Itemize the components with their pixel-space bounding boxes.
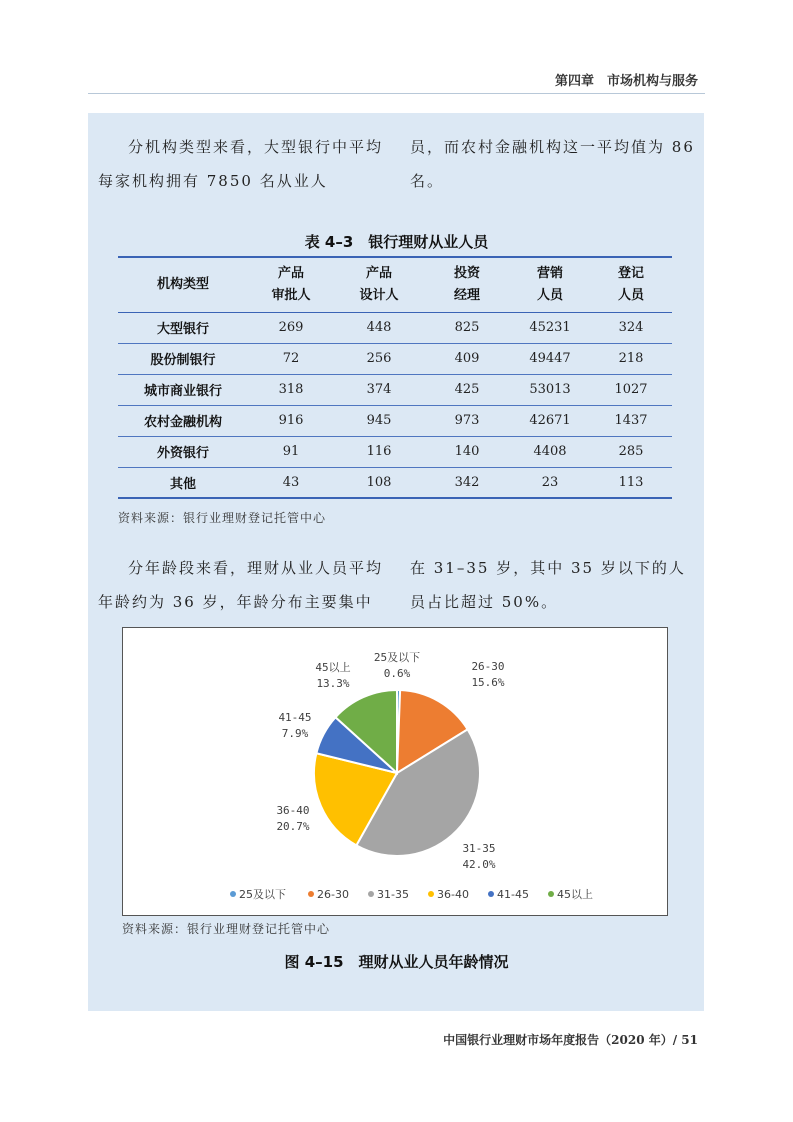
- table-header-cell: 营销 人员: [510, 257, 590, 312]
- table-cell: 916: [278, 413, 304, 428]
- table-cell: 973: [454, 413, 480, 428]
- table-cell: 113: [618, 474, 644, 490]
- table-cell: 43: [282, 474, 300, 490]
- legend-label: 36-40: [437, 888, 469, 901]
- table-row: [118, 343, 672, 374]
- table-cell: 23: [541, 474, 559, 490]
- table-cell: 45231: [529, 320, 571, 335]
- table-cell: 1027: [614, 382, 648, 397]
- legend-label: 26-30: [317, 888, 349, 901]
- table-row: [118, 374, 672, 405]
- table-title: 表 4–3 银行理财从业人员: [304, 233, 489, 251]
- table-cell: 256: [366, 351, 392, 366]
- table-row: [118, 436, 672, 467]
- table-cell: 448: [366, 320, 392, 335]
- table-cell: 72: [282, 351, 300, 366]
- table-header-cell: 登记 人员: [590, 257, 672, 312]
- paragraph-2-right: 在 31–35 岁，其中 35 岁以下的人员占比超过 50%。: [410, 559, 686, 611]
- table-header-cell: 机构类型: [118, 257, 248, 312]
- row-label: 城市商业银行: [143, 384, 222, 399]
- legend-marker: [548, 891, 554, 897]
- page-footer: 中国银行业理财市场年度报告（2020 年）/ 51: [443, 1033, 698, 1047]
- table-source-note: 资料来源：银行业理财登记托管中心: [118, 511, 327, 525]
- pie-data-label: 45以上 13.3%: [315, 661, 351, 690]
- paragraph-1-left: 分机构类型来看，大型银行中平均每家机构拥有 7850 名从业人: [98, 138, 384, 190]
- staff-table: [118, 256, 672, 499]
- table-cell: 425: [454, 382, 480, 397]
- table-cell: 42671: [529, 413, 571, 428]
- legend-marker: [308, 891, 314, 897]
- pie-data-label: 25及以下 0.6%: [373, 651, 421, 680]
- table-cell: 825: [454, 320, 480, 335]
- legend-marker: [428, 891, 434, 897]
- legend-label: 45以上: [557, 888, 593, 901]
- table-row: [118, 312, 672, 343]
- chapter-header: 第四章 市场机构与服务: [554, 74, 698, 89]
- header-divider: [88, 93, 705, 94]
- table-cell: 53013: [529, 382, 571, 397]
- table-cell: 374: [366, 382, 392, 397]
- legend-marker: [230, 891, 236, 897]
- table-row: [118, 405, 672, 436]
- table-cell: 4408: [533, 444, 567, 459]
- table-cell: 342: [454, 474, 480, 490]
- pie-data-label: 36-40 20.7%: [276, 804, 310, 833]
- row-label: 外资银行: [156, 446, 209, 461]
- table-header-cell: 产品 设计人: [334, 257, 424, 312]
- row-label: 农村金融机构: [143, 415, 222, 430]
- legend-item: [230, 888, 286, 901]
- legend-item: [308, 888, 349, 901]
- table-cell: 318: [278, 382, 304, 397]
- paragraph-1-right: 员，而农村金融机构这一平均值为 86 名。: [410, 138, 695, 190]
- figure-title: 图 4–15 理财从业人员年龄情况: [284, 953, 509, 971]
- table-header-cell: 投资 经理: [424, 257, 510, 312]
- chart-source-note: 资料来源：银行业理财登记托管中心: [122, 922, 331, 936]
- table-cell: 324: [618, 320, 644, 335]
- table-cell: 945: [366, 413, 392, 428]
- pie-data-label: 26-30 15.6%: [471, 660, 505, 689]
- age-pie-chart: [122, 627, 668, 916]
- legend-label: 41-45: [497, 888, 529, 901]
- legend-marker: [368, 891, 374, 897]
- legend-item: [488, 888, 529, 901]
- table-cell: 91: [282, 444, 300, 459]
- table-cell: 409: [454, 351, 480, 366]
- table-cell: 1437: [614, 413, 648, 428]
- row-label: 大型银行: [156, 322, 209, 337]
- legend-item: [368, 888, 409, 901]
- row-label: 其他: [169, 476, 196, 492]
- table-cell: 49447: [529, 351, 571, 366]
- row-label: 股份制银行: [150, 353, 216, 368]
- table-cell: 116: [366, 444, 392, 459]
- legend-marker: [488, 891, 494, 897]
- pie-data-label: 31-35 42.0%: [462, 842, 496, 871]
- paragraph-2-left: 分年龄段来看，理财从业人员平均年龄约为 36 岁，年龄分布主要集中: [98, 559, 384, 611]
- legend-label: 25及以下: [239, 888, 286, 901]
- table-cell: 285: [618, 444, 644, 459]
- table-cell: 140: [454, 444, 480, 459]
- table-header-cell: 产品 审批人: [248, 257, 334, 312]
- legend-item: [428, 888, 469, 901]
- table-cell: 108: [366, 474, 392, 490]
- table-header-row: [118, 257, 672, 312]
- table-cell: 269: [278, 320, 304, 335]
- pie-data-label: 41-45 7.9%: [278, 711, 312, 740]
- legend-item: [548, 887, 593, 901]
- pie-chart-svg: [123, 628, 667, 915]
- legend-label: 31-35: [377, 888, 409, 901]
- table-cell: 218: [618, 351, 644, 366]
- table-row: [118, 467, 672, 498]
